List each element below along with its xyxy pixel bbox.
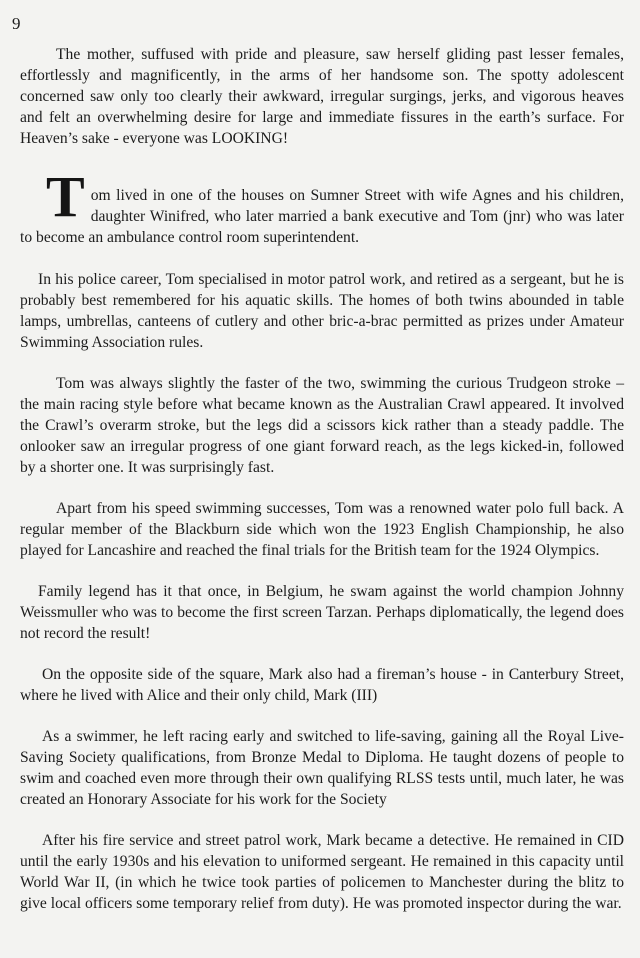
paragraph-7: On the opposite side of the square, Mark also had a fireman’s house - in Canterbury Street, where he lived with Alice and their only child, Mark (III) [20, 666, 624, 704]
page-body [20, 44, 624, 934]
drop-cap-letter: T [46, 164, 85, 229]
paragraph-2-text: om lived in one of the houses on Sumner Street with wife Agnes and his children, daughter Winifred, who later married a bank executive and Tom (jnr) who was later to become an ambulance control room superintendent. [20, 187, 624, 246]
page-number: 9 [12, 14, 21, 33]
paragraph-6: Family legend has it that once, in Belgium, he swam against the world champion Johnny Weissmuller who was to become the first screen Tarzan. Perhaps diplomatically, the legend does not record the result! [20, 583, 624, 642]
paragraph-5: Apart from his speed swimming successes, Tom was a renowned water polo full back. A regular member of the Blackburn side which won the 1923 English Championship, he also played for Lancashire and reached the final trials for the British team for the 1924 Olympics. [20, 500, 624, 559]
paragraph-3: In his police career, Tom specialised in motor patrol work, and retired as a sergeant, but he is probably best remembered for his aquatic skills. The homes of both twins abounded in table lamps, umbrellas, canteens of cutlery and other bric-a-brac permitted as prizes under Amateur Swimming Association rules. [20, 271, 624, 351]
paragraph-9: After his fire service and street patrol work, Mark became a detective. He remained in CID until the early 1930s and his elevation to uniformed sergeant. He remained in this capacity until World War II, (in which he twice took parties of policemen to Manchester during the blitz to give local officers some temporary relief from duty). He was promoted inspector during the war. [20, 832, 624, 912]
paragraph-4: Tom was always slightly the faster of the two, swimming the curious Trudgeon stroke – the main racing style before what became known as the Australian Crawl appeared. It involved the Crawl’s overarm stroke, but the legs did a scissors kick rather than a steady paddle. The onlooker saw an irregular progress of one giant forward reach, as the legs kicked-in, followed by a shorter one. It was surprisingly fast. [20, 375, 624, 476]
paragraph-8: As a swimmer, he left racing early and switched to life-saving, gaining all the Royal Live-Saving Society qualifications, from Bronze Medal to Diploma. He taught dozens of people to swim and coached even more through their own qualifying RLSS tests until, much later, he was created an Honorary Associate for his work for the Society [20, 728, 624, 808]
paragraph-1: The mother, suffused with pride and pleasure, saw herself gliding past lesser females, effortlessly and magnificently, in the arms of her handsome son. The spotty adolescent concerned saw only too clearly their awkward, irregular surgings, jerks, and vigorous heaves and felt an overwhelming desire for large and immediate fissures in the earth’s surface. For Heaven’s sake - everyone was LOOKING! [20, 46, 624, 147]
paragraph-2 [20, 164, 624, 248]
